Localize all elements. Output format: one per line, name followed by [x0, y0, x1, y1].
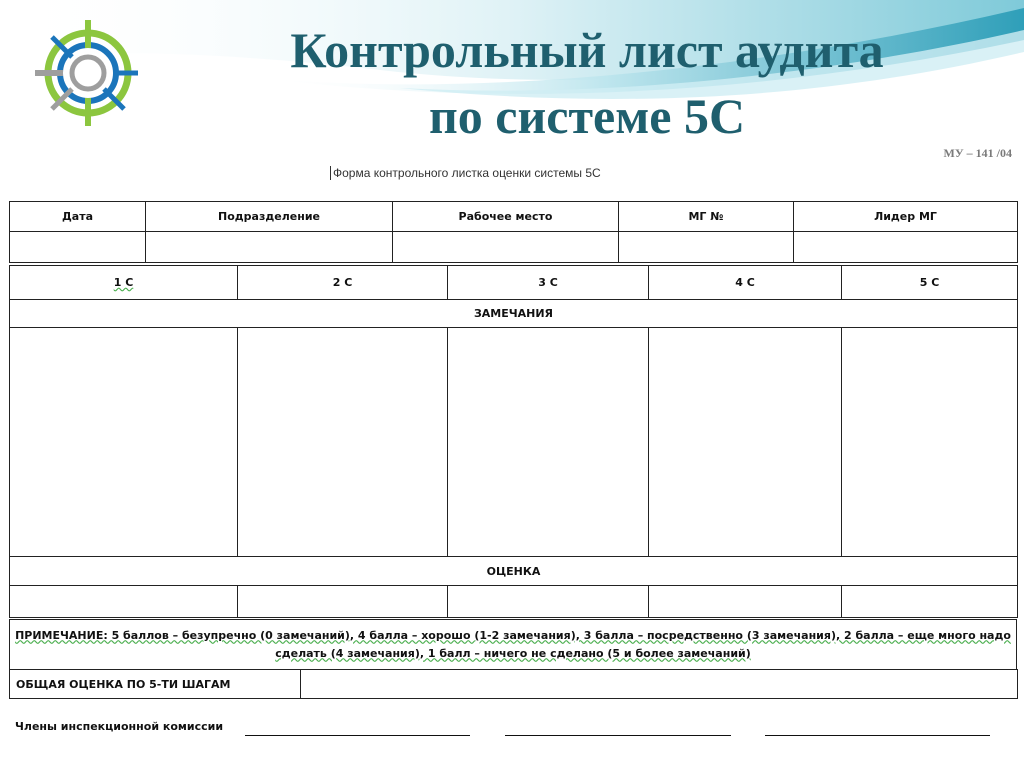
- signature-label: Члены инспекционной комиссии: [15, 720, 224, 733]
- form-code: МУ – 141 /04: [943, 146, 1012, 160]
- score-4s-field[interactable]: [649, 586, 842, 618]
- remarks-3s-field[interactable]: [448, 328, 649, 557]
- group-number-field[interactable]: [619, 232, 794, 263]
- total-score-label: ОБЩАЯ ОЦЕНКА ПО 5-ТИ ШАГАМ: [10, 670, 301, 699]
- form-caption: Форма контрольного листка оценки системы 5С: [330, 166, 601, 180]
- signature-line-2[interactable]: [505, 735, 731, 736]
- five-s-table: [9, 265, 1018, 618]
- slide-title-line-1: Контрольный лист аудита: [290, 22, 884, 78]
- total-score-field[interactable]: [301, 670, 1018, 699]
- department-field[interactable]: [146, 232, 393, 263]
- step-5s-header: 5 С: [842, 266, 1018, 300]
- remarks-1s-field[interactable]: [10, 328, 238, 557]
- note-table: [9, 619, 1017, 670]
- step-4s-header: 4 С: [649, 266, 842, 300]
- signature-line-1[interactable]: [245, 735, 470, 736]
- remarks-header: ЗАМЕЧАНИЯ: [10, 300, 1018, 328]
- ship-wheel-logo-icon: [30, 18, 140, 128]
- remarks-5s-field[interactable]: [842, 328, 1018, 557]
- step-3s-header: 3 С: [448, 266, 649, 300]
- header-department: Подразделение: [146, 202, 393, 232]
- header-group-number: МГ №: [619, 202, 794, 232]
- step-2s-header: 2 С: [238, 266, 448, 300]
- header-info-table: [9, 201, 1018, 263]
- total-score-table: [9, 669, 1018, 699]
- workplace-field[interactable]: [393, 232, 619, 263]
- step-1s-header: 1 С: [10, 266, 238, 300]
- header-group-leader: Лидер МГ: [794, 202, 1018, 232]
- signature-line-3[interactable]: [765, 735, 990, 736]
- group-leader-field[interactable]: [794, 232, 1018, 263]
- date-field[interactable]: [10, 232, 146, 263]
- score-1s-field[interactable]: [10, 586, 238, 618]
- remarks-4s-field[interactable]: [649, 328, 842, 557]
- score-header: ОЦЕНКА: [10, 557, 1018, 586]
- slide-title-line-2: по системе 5С: [428, 88, 746, 144]
- scoring-note: ПРИМЕЧАНИЕ: 5 баллов – безупречно (0 замечаний), 4 балла – хорошо (1-2 замечания), 3 балла – посредственно (3 замечания), 2 балла – еще много надо сделать (4 замечания), 1 балл – ничего не сделано (5 и более замечаний): [10, 620, 1017, 670]
- header-workplace: Рабочее место: [393, 202, 619, 232]
- score-2s-field[interactable]: [238, 586, 448, 618]
- header-date: Дата: [10, 202, 146, 232]
- remarks-2s-field[interactable]: [238, 328, 448, 557]
- score-5s-field[interactable]: [842, 586, 1018, 618]
- signature-row: [15, 720, 1005, 740]
- score-3s-field[interactable]: [448, 586, 649, 618]
